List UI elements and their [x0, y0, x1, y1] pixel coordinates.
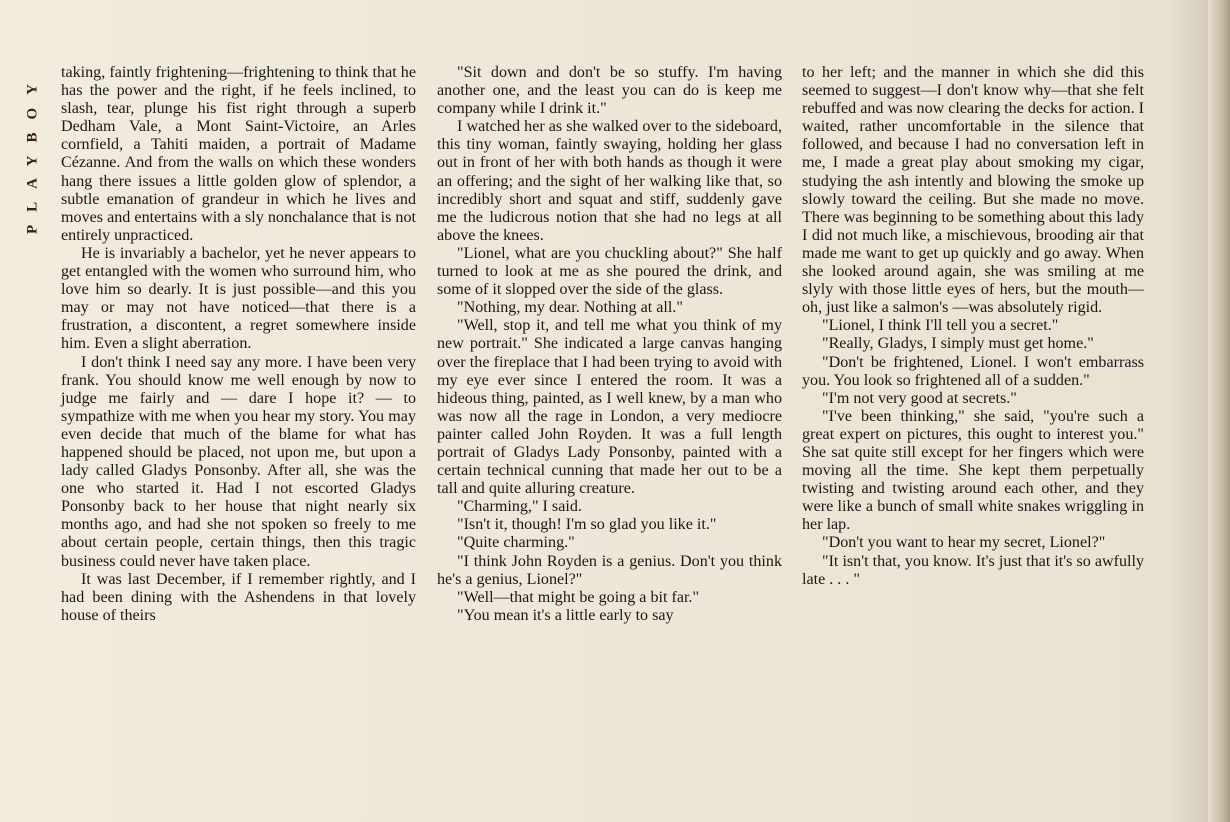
paragraph: "Charming," I said. [457, 498, 582, 516]
paragraph: "I'm not very good at secrets." [822, 389, 1017, 407]
paragraph: "Well, stop it, and tell me what you think of my new portrait." She indicated a large canvas hanging over the fireplace that I had been trying to avoid with my eye ever since I entered the room. It was a hideous thing, painted, as I well knew, by a man who was now all the rage in London, a very mediocre painter called John Royden. It was a full length portrait of Gladys Lady Ponsonby, painted with a certain technical cunning that made her out to be a tall and quite alluring creature. [437, 317, 782, 498]
paragraph: to her left; and the manner in which she did this seemed to suggest—I don't know why—that she felt rebuffed and was now clearing the decks for action. I waited, rather uncomfortable in the silence that followed, and because I had no conversation left in me, I made a great play about smoking my cigar, studying the ash intently and blowing the smoke up slowly toward the ceiling. But she made no move. There was beginning to be something about this lady I did not much like, a mischievous, brooding air that made me want to get up quickly and go away. When she looked around again, she was smiling at me slyly with those little eyes of hers, but the mouth—oh, just like a salmon's —was absolutely rigid. [802, 64, 1145, 317]
paragraph: "Lionel, what are you chuckling about?" She half turned to look at me as she poured the drink, and some of it slopped over the side of the glass. [437, 244, 782, 299]
paragraph: "Don't you want to hear my secret, Lionel?" [822, 534, 1106, 552]
text-column-2 [437, 64, 782, 625]
paragraph: "I think John Royden is a genius. Don't you think he's a genius, Lionel?" [437, 552, 782, 588]
paragraph: "It isn't that, you know. It's just that it's so awfully late . . . " [802, 552, 1144, 588]
paragraph: "Well—that might be going a bit far." [457, 588, 700, 606]
paragraph: It was last December, if I remember rightly, and I had been dining with the Ashendens in that lovely house of theirs [61, 570, 416, 624]
paragraph: "Lionel, I think I'll tell you a secret." [822, 317, 1059, 335]
page-gutter [1208, 0, 1230, 822]
paragraph: He is invariably a bachelor, yet he never appears to get entangled with the women who surround him, who love him so dearly. It is just possible—and this you may or may not have noticed—that there is a frustration, a discontent, a regret somewhere inside him. Even a slight aberration. [61, 244, 416, 353]
paragraph: "You mean it's a little early to say [457, 606, 674, 624]
magazine-sidebar [18, 52, 48, 252]
paragraph: I don't think I need say any more. I have been very frank. You should know me well enough by now to judge me fairly and — dare I hope it? — to sympathize with me when you hear my story. You may even decide that much of the blame for what has happened should be placed, not upon me, but upon a lady called Gladys Ponsonby. After all, she was the one who started it. Had I not escorted Gladys Ponsonby back to her house that night nearly six months ago, and had she not spoken so freely to me about certain people, certain things, then this tragic business could never have taken place. [61, 353, 416, 570]
paragraph: "Nothing, my dear. Nothing at all." [457, 299, 683, 317]
paragraph: "Don't be frightened, Lionel. I won't embarrass you. You look so frightened all of a sudden." [802, 353, 1144, 389]
paragraph: "I've been thinking," she said, "you're such a great expert on pictures, this ought to interest you." She sat quite still except for her fingers which were moving all the time. She kept them perpetually twisting and twisting around each other, and they were like a bunch of small white snakes wriggling in her lap. [802, 407, 1144, 534]
paragraph: "Quite charming." [457, 534, 575, 552]
magazine-name: PLAYBOY [24, 71, 41, 234]
paragraph: "Isn't it, though! I'm so glad you like it." [457, 516, 717, 534]
text-column-1 [61, 64, 416, 625]
paragraph: "Sit down and don't be so stuffy. I'm having another one, and the least you can do is keep me company while I drink it." [437, 64, 782, 118]
paragraph: taking, faintly frightening—frightening to think that he has the power and the right, if he feels inclined, to slash, tear, plunge his fist right through a superb Dedham Vale, a Mont Saint-Victoire, an Arles cornfield, a Tahiti maiden, a portrait of Madame Cézanne. And from the walls on which these wonders hang there issues a little golden glow of splendor, a subtle emanation of grandeur in which he lives and moves and entertains with a sly nonchalance that is not entirely unpracticed. [61, 64, 416, 244]
text-column-3 [802, 64, 1144, 589]
paragraph: "Really, Gladys, I simply must get home." [822, 335, 1094, 353]
paragraph: I watched her as she walked over to the sideboard, this tiny woman, faintly swaying, holding her glass out in front of her with both hands as though it were an offering; and the sight of her walking like that, so incredibly short and squat and stiff, suddenly gave me the ludicrous notion that she had no legs at all above the knees. [437, 118, 782, 244]
